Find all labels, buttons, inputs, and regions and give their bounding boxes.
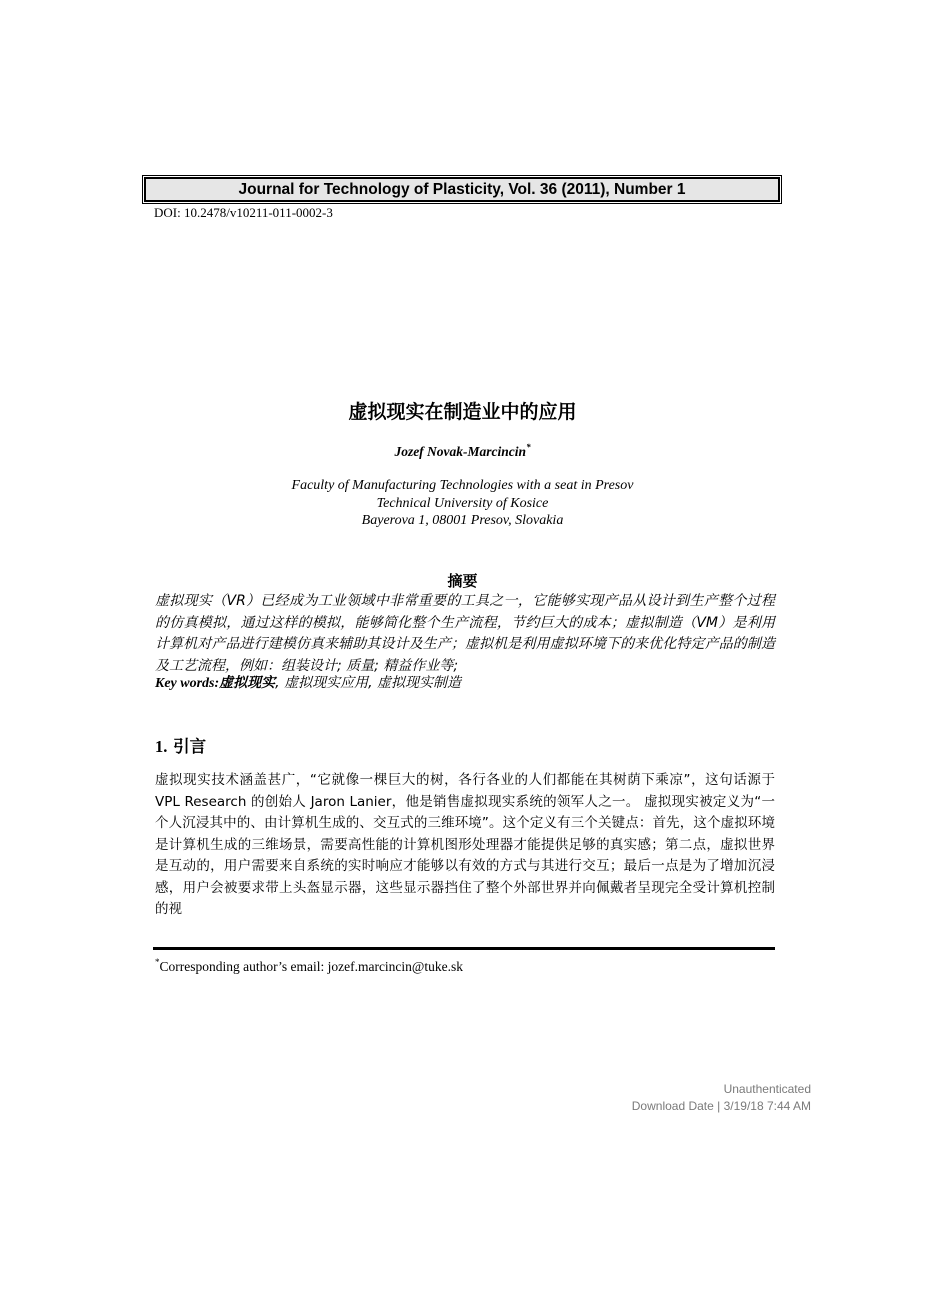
author-marker: * [526, 442, 531, 452]
page-title: 虚拟现实在制造业中的应用 [348, 401, 577, 423]
affiliation [0, 477, 925, 530]
affiliation-line: Technical University of Kosice [376, 495, 549, 511]
section-body: 虚拟现实技术涵盖甚广，“它就像一棵巨大的树，各行各业的人们都能在其树荫下乘凉”，这句话源于 VPL Research 的创始人 Jaron Lanier，他是销售虚拟现实系统的领军人之一。 虚拟现实被定义为“一个人沉浸其中的、由计算机生成的、交互式的三维环境”。这个定义有三个关键点：首先，这个虚拟环境是计算机生成的三维场景，需要高性能的计算机图形处理器才能提供足够的真实感；第二点，虚拟世界是互动的，用户需要来自系统的实时响应才能够以有效的方式与其进行交互；最后一点是为了增加沉浸感，用户会被要求带上头盔显示器，这些显示器挡住了整个外部世界并向佩戴者呈现完全受计算机控制的视 [155, 772, 775, 917]
keywords-label: Key words: [155, 676, 220, 691]
section-heading [155, 733, 206, 757]
footnote-divider [153, 947, 775, 950]
affiliation-line: Faculty of Manufacturing Technologies with a seat in Presov [291, 478, 634, 493]
abstract-text: 虚拟现实（VR）已经成为工业领域中非常重要的工具之一，它能够实现产品从设计到生产整个过程的仿真模拟，通过这样的模拟，能够简化整个生产流程，节约巨大的成本；虚拟制造（VM）是利用计算机对产品进行建模仿真来辅助其设计及生产；虚拟机是利用虚拟环境下的来优化特定产品的制造及工艺流程，例如：组装设计; 质量; 精益作业等; [155, 593, 775, 674]
keywords [155, 673, 775, 694]
author [0, 442, 925, 460]
doi: DOI: 10.2478/v10211-011-0002-3 [154, 205, 333, 220]
footnote [155, 957, 463, 975]
section-title: 引言 [173, 737, 207, 756]
keywords-rest: , 虚拟现实应用, 虚拟现实制造 [275, 675, 461, 691]
author-name: Jozef Novak-Marcincin [394, 444, 527, 459]
footnote-text: Corresponding author’s email: jozef.marcincin@tuke.sk [159, 959, 463, 974]
download-info [632, 1081, 811, 1115]
abstract-heading: 摘要 [447, 572, 478, 590]
download-date: Download Date | 3/19/18 7:44 AM [631, 1099, 811, 1113]
auth-status: Unauthenticated [723, 1082, 811, 1096]
footnote-marker: * [155, 957, 160, 967]
affiliation-line: Bayerova 1, 08001 Presov, Slovakia [361, 513, 564, 528]
keywords-first: 虚拟现实 [219, 675, 276, 691]
journal-header: Journal for Technology of Plasticity, Vol. 36 (2011), Number 1 [144, 177, 780, 202]
section-number: 1. [155, 737, 168, 756]
